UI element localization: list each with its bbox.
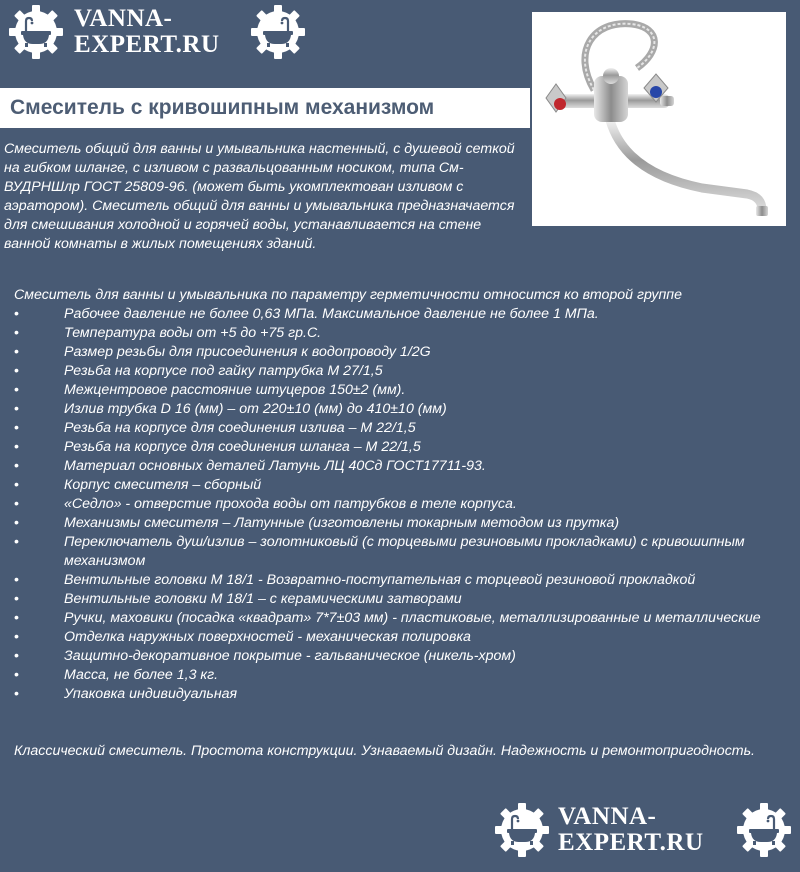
page-title: Смеситель с кривошипным механизмом bbox=[10, 96, 435, 119]
spec-text: Размер резьбы для присоединения к водопроводу 1/2G bbox=[64, 344, 431, 360]
gear-bathtub-icon bbox=[494, 802, 550, 858]
logo-line-2: EXPERT.RU bbox=[558, 829, 704, 856]
spec-item bbox=[14, 381, 798, 400]
bullet: • bbox=[14, 439, 19, 455]
logo-text bbox=[74, 6, 220, 58]
spec-item bbox=[14, 495, 798, 514]
spec-text: Отделка наружных поверхностей - механическая полировка bbox=[64, 629, 471, 645]
intro-paragraph: Смеситель общий для ванны и умывальника настенный, с душевой сеткой на гибком шланге, с изливом с развальцованным носиком, типа См-ВУДРНШлр ГОСТ 25809-96. (может быть укомплектован изливом с аэратором). Смеситель общий для ванны и умывальника предназначается для смешивания холодной и горячей воды, устанавливается на стене ванной комнаты в жилых помещениях зданий. bbox=[4, 141, 515, 252]
logo-line-1: VANNA- bbox=[558, 803, 657, 830]
spec-text: Вентильные головки М 18/1 – с керамическими затворами bbox=[64, 591, 462, 607]
spec-item bbox=[14, 533, 798, 571]
spec-item bbox=[14, 343, 798, 362]
spec-item bbox=[14, 666, 798, 685]
faucet-illustration bbox=[532, 12, 786, 226]
bullet: • bbox=[14, 344, 19, 360]
spec-text: Упаковка индивидуальная bbox=[64, 686, 238, 702]
gear-bathtub-icon bbox=[736, 802, 792, 858]
bullet: • bbox=[14, 648, 19, 664]
spec-text: Вентильные головки М 18/1 - Возвратно-поступательная с торцевой резиновой прокладкой bbox=[64, 572, 696, 588]
faucet-image bbox=[532, 12, 786, 226]
logo-line-2: EXPERT.RU bbox=[74, 31, 220, 58]
spec-text: «Седло» - отверстие прохода воды от патрубков в теле корпуса. bbox=[64, 496, 517, 512]
logo-text bbox=[558, 804, 704, 856]
spec-item bbox=[14, 305, 798, 324]
spec-heading: Смеситель для ванны и умывальника по параметру герметичности относится ко второй группе bbox=[14, 287, 682, 303]
spec-text: Резьба на корпусе для соединения излива – М 22/1,5 bbox=[64, 420, 416, 436]
spec-text: Межцентровое расстояние штуцеров 150±2 (мм). bbox=[64, 382, 406, 398]
closing-paragraph: Классический смеситель. Простота конструкции. Узнаваемый дизайн. Надежность и ремонтопригодность. bbox=[14, 743, 756, 759]
spec-text: Температура воды от +5 до +75 гр.С. bbox=[64, 325, 322, 341]
site-logo-bottom[interactable] bbox=[488, 798, 800, 862]
spec-text: Корпус смесителя – сборный bbox=[64, 477, 262, 493]
spec-item bbox=[14, 457, 798, 476]
bullet: • bbox=[14, 610, 19, 626]
bullet: • bbox=[14, 534, 19, 550]
bullet: • bbox=[14, 382, 19, 398]
spec-list bbox=[14, 305, 798, 704]
bullet: • bbox=[14, 629, 19, 645]
spec-text: Механизмы смесителя – Латунные (изготовлены токарным методом из прутка) bbox=[64, 515, 620, 531]
spec-text: Защитно-декоративное покрытие - гальваническое (никель-хром) bbox=[64, 648, 516, 664]
spec-item bbox=[14, 609, 798, 628]
spec-item bbox=[14, 400, 798, 419]
spec-text: Излив трубка D 16 (мм) – от 220±10 (мм) до 410±10 (мм) bbox=[64, 401, 447, 417]
bullet: • bbox=[14, 420, 19, 436]
spec-item bbox=[14, 647, 798, 666]
spec-text: Рабочее давление не более 0,63 МПа. Максимальное давление не более 1 МПа. bbox=[64, 306, 599, 322]
gear-bathtub-icon bbox=[8, 4, 64, 60]
bullet: • bbox=[14, 667, 19, 683]
spec-text: Резьба на корпусе под гайку патрубка М 27/1,5 bbox=[64, 363, 383, 379]
spec-item bbox=[14, 419, 798, 438]
spec-item bbox=[14, 571, 798, 590]
bullet: • bbox=[14, 515, 19, 531]
bullet: • bbox=[14, 477, 19, 493]
spec-item bbox=[14, 362, 798, 381]
bullet: • bbox=[14, 401, 19, 417]
spec-item bbox=[14, 590, 798, 609]
spec-text: Переключатель душ/излив – золотниковый (с торцевыми резиновыми прокладками) с кривошипным механизмом bbox=[64, 534, 745, 569]
spec-text: Резьба на корпусе для соединения шланга – М 22/1,5 bbox=[64, 439, 421, 455]
site-logo-top[interactable] bbox=[0, 0, 320, 64]
bullet: • bbox=[14, 572, 19, 588]
bullet: • bbox=[14, 458, 19, 474]
spec-item bbox=[14, 438, 798, 457]
spec-text: Ручки, маховики (посадка «квадрат» 7*7±03 мм) - пластиковые, металлизированные и металлические bbox=[64, 610, 761, 626]
spec-item bbox=[14, 628, 798, 647]
spec-text: Материал основных деталей Латунь ЛЦ 40Сд ГОСТ17711-93. bbox=[64, 458, 486, 474]
spec-item bbox=[14, 476, 798, 495]
bullet: • bbox=[14, 591, 19, 607]
bullet: • bbox=[14, 496, 19, 512]
spec-text: Масса, не более 1,3 кг. bbox=[64, 667, 219, 683]
spec-item bbox=[14, 685, 798, 704]
bullet: • bbox=[14, 306, 19, 322]
spec-item bbox=[14, 324, 798, 343]
spec-item bbox=[14, 514, 798, 533]
bullet: • bbox=[14, 686, 19, 702]
bullet: • bbox=[14, 325, 19, 341]
logo-line-1: VANNA- bbox=[74, 5, 173, 32]
bullet: • bbox=[14, 363, 19, 379]
gear-bathtub-icon bbox=[250, 4, 306, 60]
